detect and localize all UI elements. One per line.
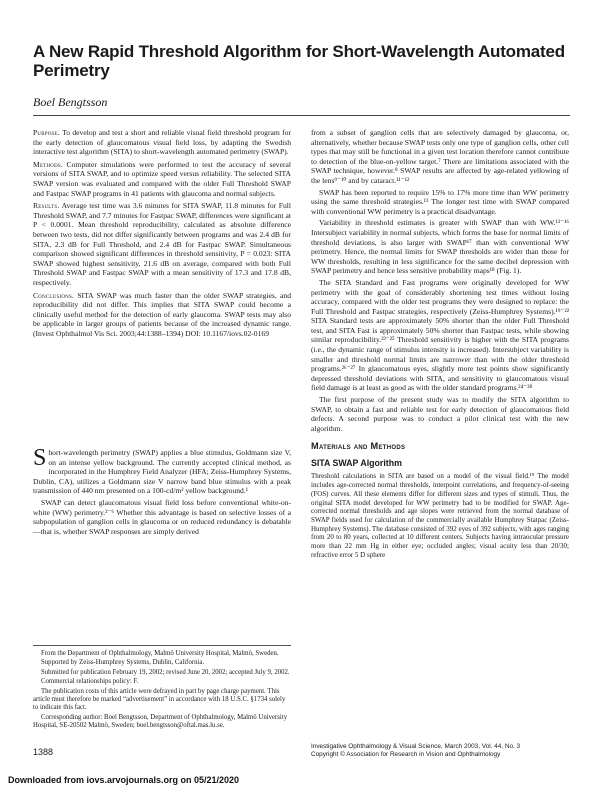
journal-citation: Investigative Ophthalmology & Visual Science, March 2003, Vol. 44, No. 3 (311, 743, 521, 750)
header-rule (33, 115, 570, 116)
footnotes (33, 650, 291, 732)
subsection-heading-sita-swap: SITA SWAP Algorithm (311, 458, 402, 469)
footnote: Commercial relationships policy: F. (41, 678, 139, 686)
right-column (311, 128, 569, 561)
body-paragraph: The SITA Standard and Fast programs were originally developed for WW perimetry with the goal of considerably shortening test times without losing accuracy, compared with the older test programs they were designed to replace: the Full Threshold and Fastpac strategies, respectively (Zeiss-Humphrey Systems).¹⁹⁻²² SITA Standard tests are approximately 50% shorter than the older Full Threshold test, and SITA Fast is approximately 50% shorter than Fastpac tests, while showing similar reproducibility.²³⁻²⁵ Threshold sensitivity is higher with the SITA programs (i.e., the dynamic range of stimulus intensity is increased). Intersubject variability is smaller and threshold normal limits are narrower than with the older threshold programs.²⁶⁻²⁷ In glaucomatous eyes, slightly more test points show significantly depressed threshold deviations with SITA, and sensitivity to glaucomatous visual field damage is at least as good as with the older standard programs.²⁴⁻²⁸ (311, 277, 569, 393)
copyright-line: Copyright © Association for Research in Vision and Ophthalmology (311, 751, 501, 758)
footnote: Submitted for publication February 19, 2002; revised June 20, 2002; accepted July 9, 2002. (41, 668, 290, 676)
abstract-conclusions: Conclusions. SITA SWAP was much faster than the older SWAP strategies, and reproducibility did not differ. This implies that SITA SWAP could become a clinically useful method for the detection of early glaucoma. SWAP tests may also be applicable in larger groups of patients because of the increased dynamic range. (Invest Ophthalmol Vis Sci. 2003;44:1388–1394) DOI: 10.1167/iovs.02-0169 (33, 290, 291, 338)
footnote: From the Department of Ophthalmology, Malmö University Hospital, Malmö, Sweden. (41, 650, 279, 657)
drop-cap: S (33, 445, 47, 471)
page-number: 1388 (33, 747, 54, 757)
introduction (33, 445, 291, 538)
author-name: Boel Bengtsson (33, 95, 108, 109)
download-notice: Downloaded from iovs.arvojournals.org on 05/21/2020 (8, 775, 240, 785)
abstract-results: Results. Average test time was 3.6 minutes for SITA SWAP, 11.8 minutes for Full Threshold SWAP, and 7.7 minutes for Fastpac SWAP, differences were significant at P < 0.0001. Mean threshold reproducibility, calculated as absolute difference between two tests, did not differ significantly between programs and was 2.4 dB for SITA, 2.3 dB for Full Threshold, and 2.4 dB for Fastpac SWAP. Simultaneous comparison showed significant differences in threshold sensitivity, P = 0.023: SITA SWAP showed highest sensitivity, 21.6 dB on average, compared with both Full Threshold SWAP and Fastpac SWAP with a mean sensitivity of 17.3 and 17.8 dB, respectively. (33, 201, 291, 287)
abstract (33, 128, 291, 341)
intro-paragraph-2: SWAP can detect glaucomatous visual field loss before conventional white-on-white (WW) perimetry.²⁻⁶ Whether this advantage is based on selective losses of a subpopulation of ganglion cells in glaucoma or on reduced redundancy is debatable—that is, whether SWAP responses are simply derived (33, 497, 291, 536)
body-paragraph: SWAP has been reported to require 15% to 17% more time than WW perimetry using the same threshold strategies.¹³ The longer test time with SWAP compared with conventional WW perimetry is a practical disadvantage. (311, 187, 569, 216)
footnote: The publication costs of this article were defrayed in part by page charge payment. This article must therefore be marked “advertisement” in accordance with 18 U.S.C. §1734 solely to indicate this fact. (33, 687, 286, 712)
abstract-methods: Methods. Computer simulations were performed to test the accuracy of several versions of SITA SWAP, and to optimize speed versus reliability. The selected SITA SWAP version was evaluated and compared with the older Full Threshold SWAP and Fastpac SWAP programs in 41 patients with glaucoma and normal subjects. (33, 159, 291, 198)
section-heading-methods: Materials and Methods (311, 441, 406, 452)
journal-info (311, 743, 573, 759)
intro-paragraph-1: Short-wavelength perimetry (SWAP) applies a blue stimulus, Goldmann size V, on an intense yellow background. The currently accepted clinical method, as incorporated in the Humphrey Field Analyzer (HFA; Zeiss-Humphrey Systems, Dublin, CA), utilizes a Goldmann size V narrow band blue stimulus with a peak transmission of 440 nm presented on a 100-cd/m² yellow background.¹ (33, 445, 291, 496)
article-title: A New Rapid Threshold Algorithm for Short-Wavelength Automated Perimetry (33, 42, 565, 80)
footnote: Corresponding author: Boel Bengtsson, Department of Ophthalmology, Malmö University Hospital, SE-20502 Malmö, Sweden; boel.bengtsson@oftal.mas.lu.se. (33, 713, 288, 730)
abstract-purpose: Purpose. To develop and test a short and reliable visual field threshold program for the early detection of glaucomatous visual field loss, by adapting the Swedish interactive test algorithm (SITA) to short-wavelength automated perimetry (SWAP). (33, 128, 291, 157)
body-paragraph: Threshold calculations in SITA are based on a model of the visual field.¹⁹ The model includes age-corrected normal thresholds, interpoint correlations, and frequency-of-seeing (FOS) curves. All these elements differ for different sizes and types of stimuli. Thus, the original SITA model developed for WW perimetry had to be modified for SWAP. Age-corrected normal thresholds and age slopes were retrieved from the normal database of SWAP fields used for calculation of the commercially available Humphrey Statpac (Zeiss-Humphrey Systems). The database consisted of 392 eyes of 392 subjects, with ages ranging from 20 to 80 years, collected at 10 different centers. Subjects having intraocular pressure more than 22 mm Hg in either eye; occluded angles; visual acuity less than 20/30; refractive error 5 D sphere (311, 472, 569, 559)
body-paragraph: Variability in threshold estimates is greater with SWAP than with WW.¹³⁻¹⁶ Intersubject variability in normal subjects, which forms the base for normal limits of threshold deviations, is also larger with SWAP¹⁷ than with conventional WW perimetry. Hence, the normal limits for SWAP thresholds are wider than those for WW thresholds, resulting in less significance for the same decibel depression with SWAP perimetry and hence less sensitive probability maps¹⁸ (Fig. 1). (311, 218, 569, 276)
footnote-rule (33, 645, 291, 646)
body-paragraph: The first purpose of the present study was to modify the SITA algorithm to SWAP, to obtain a fast and reliable test for early detection of glaucomatous field defects. A second purpose was to conduct a pilot clinical test with the new algorithm. (311, 395, 569, 433)
body-paragraph: from a subset of ganglion cells that are selectively damaged by glaucoma, or, alternatively, whether because SWAP tests only one type of ganglion cells, other cell types that may still be functional in a given test location therefore cannot contribute to detection of the blue-on-yellow target.⁷ There are limitations associated with the SWAP technique, however.⁸ SWAP results are affected by age-related yellowing of the lens⁹⁻¹⁰ and by cataract.¹¹⁻¹² (311, 128, 569, 185)
footnote: Supported by Zeiss-Humphrey Systems, Dublin, California. (41, 659, 205, 667)
